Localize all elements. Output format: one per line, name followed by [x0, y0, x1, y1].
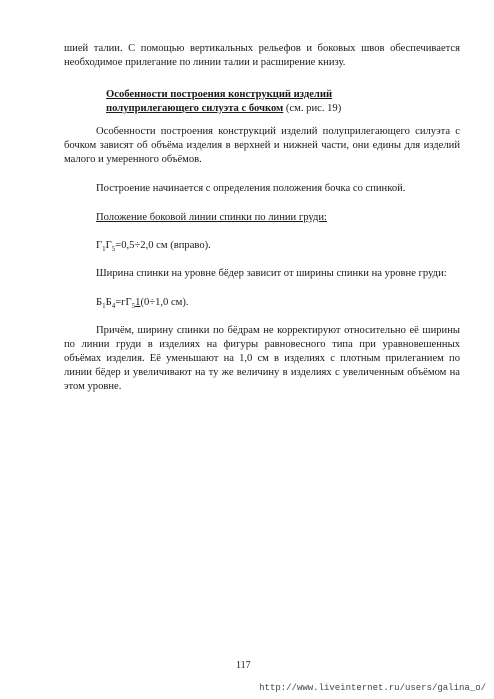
paragraph-top: шией талии. С помощью вертикальных рельефов и боковых швов обеспечивается необходимое прилегание по линии талии и расширение книзу.: [64, 43, 460, 68]
formula1-symbol-b: Г: [105, 240, 112, 251]
formula1-sub-a: 1: [102, 245, 106, 254]
formula2-sub-c: 5: [131, 302, 136, 311]
formula2-value: (0÷1,0 см).: [140, 297, 189, 308]
formula-back-width: [64, 296, 460, 310]
formula2-sub-b: 4: [111, 302, 116, 311]
watermark-url: http://www.liveinternet.ru/users/galina_o/: [259, 683, 486, 693]
formula1-symbol-a: Г: [96, 240, 103, 251]
paragraph-start: Построение начинается с определения положения бочка со спинкой.: [96, 183, 406, 194]
formula2-sub-a: 1: [102, 302, 106, 311]
paragraph-intro: Особенности построения конструкций изделий полуприлегающего силуэта с бочком зависят об объёма изделия в верхней и нижней части, они едины для изделий малого и умеренного объёмов.: [64, 126, 460, 165]
formula2-symbol-a: Б: [96, 297, 103, 308]
subheading-text: Положение боковой линии спинки по линии груди:: [96, 212, 327, 223]
paragraph-final: Причём, ширину спинки по бёдрам не корректируют относительно её ширины по линии груди в изделиях на фигуры равновесного типа при уравновешенных объёмах изделия. Её уменьшают на 1,0 см в изделиях с плотным прилеганием по линии бёдер и увеличивают на ту же величину в изделиях с увеличенным объёмом на этом уровне.: [64, 325, 460, 392]
heading-figure-ref: (см. рис. 19): [283, 103, 342, 114]
formula1-value: =0,5÷2,0 см (вправо).: [115, 240, 211, 251]
formula1-sub-b: 5: [111, 245, 116, 254]
formula2-underlined: 1: [135, 297, 141, 308]
formula-side-line: [64, 239, 460, 253]
subheading-side-line: [64, 211, 460, 225]
paragraph-width: Ширина спинки на уровне бёдер зависит от ширины спинки на уровне груди:: [96, 268, 447, 279]
section-heading: [106, 88, 406, 116]
formula2-eq: =гГ: [115, 297, 132, 308]
heading-line1: Особенности построения конструкций изделий: [106, 89, 333, 100]
page-number: 117: [236, 660, 251, 671]
heading-line2: полуприлегающего силуэта с бочком: [106, 103, 284, 114]
formula2-symbol-b: Б: [105, 297, 112, 308]
